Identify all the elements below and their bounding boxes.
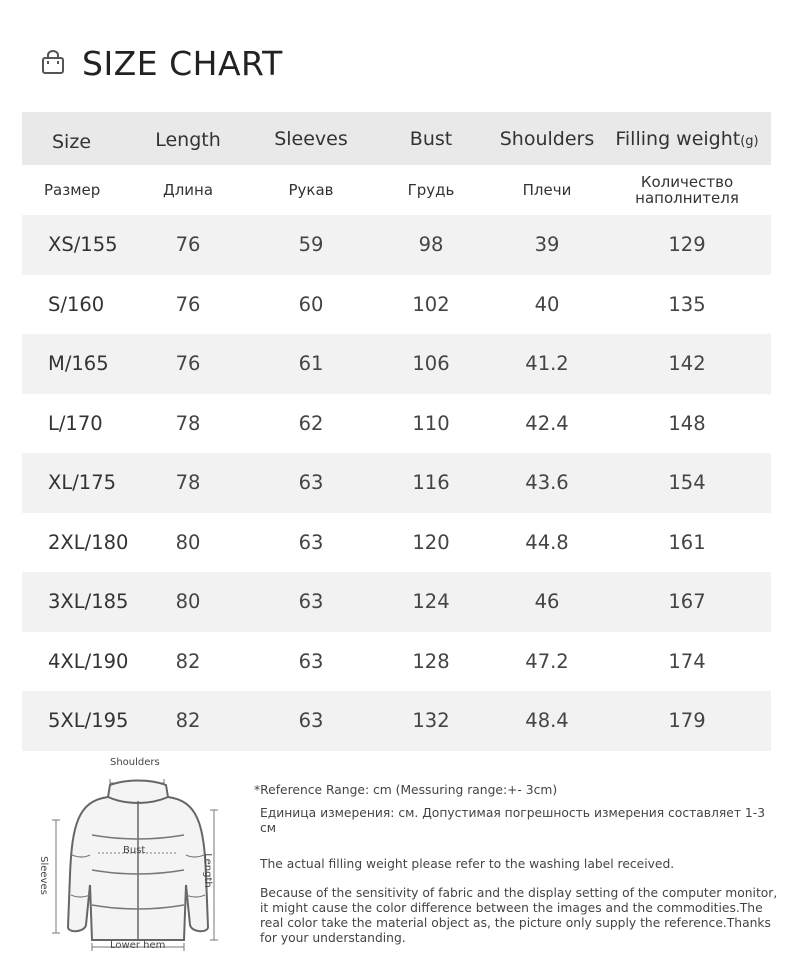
filling-note: The actual filling weight please refer to the washing label received.: [260, 857, 675, 871]
col-header-shoulders-ru: Плечи: [522, 181, 572, 199]
bottom-section: [0, 745, 790, 973]
cell-sleeves: 63: [298, 590, 324, 614]
cell-filling-weight: 174: [668, 649, 706, 673]
cell-shoulders: 42.4: [525, 411, 569, 435]
cell-size: 4XL/190: [48, 649, 129, 673]
cell-bust: 116: [412, 471, 450, 495]
cell-filling-weight: 142: [668, 352, 706, 376]
table-row: [22, 275, 771, 335]
cell-length: 82: [175, 709, 201, 733]
filling-weight-label: Filling weight: [615, 127, 741, 150]
cell-length: 78: [175, 411, 201, 435]
col-header-filling-weight: [603, 128, 771, 150]
table-row: [22, 453, 771, 513]
cell-filling-weight: 179: [668, 709, 706, 733]
cell-sleeves: 60: [298, 292, 324, 316]
cell-shoulders: 39: [534, 233, 560, 257]
table-row: [22, 394, 771, 454]
col-header-filling-weight-ru: Количество наполнителя: [635, 173, 739, 207]
table-row: [22, 334, 771, 394]
cell-shoulders: 40: [534, 292, 560, 316]
cell-bust: 132: [412, 709, 450, 733]
cell-shoulders: 47.2: [525, 649, 569, 673]
header-row-russian: [22, 165, 771, 215]
cell-bust: 106: [412, 352, 450, 376]
cell-shoulders: 48.4: [525, 709, 569, 733]
diagram-label-lower-hem: Lower hem: [110, 940, 166, 951]
cell-shoulders: 41.2: [525, 352, 569, 376]
col-header-bust: Bust: [409, 127, 453, 150]
cell-size: 3XL/185: [48, 590, 129, 614]
cell-size: S/160: [48, 292, 105, 316]
cell-sleeves: 63: [298, 471, 324, 495]
cell-filling-weight: 154: [668, 471, 706, 495]
col-header-length: Length: [155, 128, 221, 151]
diagram-label-bust: Bust: [123, 845, 146, 856]
cell-shoulders: 43.6: [525, 471, 569, 495]
cell-size: XL/175: [48, 471, 117, 495]
cell-bust: 124: [412, 590, 450, 614]
cell-size: 2XL/180: [48, 530, 129, 554]
table-row: [22, 632, 771, 692]
cell-sleeves: 63: [298, 709, 324, 733]
cell-size: L/170: [48, 411, 103, 435]
cell-size: XS/155: [48, 233, 118, 257]
disclaimer-note: Because of the sensitivity of fabric and the display setting of the computer monitor, it might cause the color difference between the images and the commodities.The real color take the material object as, the picture only supply the reference.Thanks for your understanding.: [260, 886, 778, 945]
unit-suffix: (g): [740, 133, 759, 149]
table-row: [22, 691, 771, 751]
cell-length: 76: [175, 352, 201, 376]
diagram-label-sleeves: Sleeves: [37, 856, 49, 895]
table-row: [22, 215, 771, 275]
cell-size: M/165: [48, 352, 109, 376]
header-row-english: [22, 112, 771, 165]
cell-length: 78: [175, 471, 201, 495]
cell-bust: 120: [412, 530, 450, 554]
cell-size: 5XL/195: [48, 709, 129, 733]
cell-filling-weight: 148: [668, 411, 706, 435]
cell-bust: 128: [412, 649, 450, 673]
cell-bust: 102: [412, 292, 450, 316]
cell-sleeves: 62: [298, 411, 324, 435]
cell-length: 76: [175, 292, 201, 316]
cell-filling-weight: 167: [668, 590, 706, 614]
measurement-diagram: [38, 755, 238, 965]
col-header-size-ru: Размер: [44, 181, 101, 199]
table-row: [22, 513, 771, 573]
page-header: [40, 40, 283, 86]
cell-sleeves: 59: [298, 233, 324, 257]
cell-length: 80: [175, 530, 201, 554]
cell-sleeves: 61: [298, 352, 324, 376]
cell-length: 82: [175, 649, 201, 673]
diagram-label-shoulders: Shoulders: [110, 757, 160, 768]
diagram-label-length: Length: [201, 853, 213, 888]
cell-filling-weight: 135: [668, 292, 706, 316]
cell-filling-weight: 161: [668, 530, 706, 554]
col-header-size: Size: [52, 130, 92, 153]
cell-sleeves: 63: [298, 530, 324, 554]
cell-filling-weight: 129: [668, 233, 706, 257]
notes-block: [254, 783, 784, 946]
shopping-bag-icon: [40, 50, 66, 76]
reference-note-ru: Единица измерения: см. Допустимая погрешность измерения составляет 1-3 см: [260, 806, 766, 835]
col-header-length-ru: Длина: [162, 181, 214, 199]
page-title: SIZE CHART: [82, 43, 283, 83]
col-header-bust-ru: Грудь: [407, 181, 455, 199]
col-header-sleeves-ru: Рукав: [288, 181, 334, 199]
size-table: [22, 112, 771, 751]
table-body: [22, 215, 771, 751]
cell-length: 80: [175, 590, 201, 614]
cell-shoulders: 46: [534, 590, 560, 614]
col-header-shoulders: Shoulders: [499, 127, 595, 150]
cell-sleeves: 63: [298, 649, 324, 673]
cell-bust: 110: [412, 411, 450, 435]
cell-length: 76: [175, 233, 201, 257]
table-row: [22, 572, 771, 632]
cell-bust: 98: [418, 233, 444, 257]
cell-shoulders: 44.8: [525, 530, 569, 554]
reference-note: *Reference Range: cm (Messuring range:+- 3cm): [254, 783, 558, 797]
col-header-sleeves: Sleeves: [274, 127, 348, 150]
